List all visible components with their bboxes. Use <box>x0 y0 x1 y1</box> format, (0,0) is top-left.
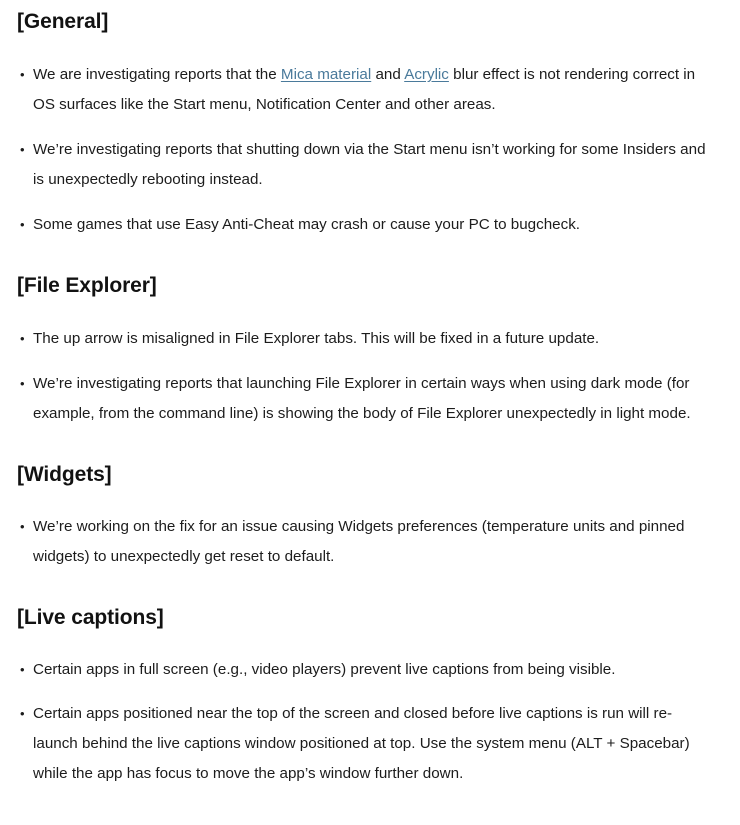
list-item <box>0 512 740 572</box>
list-item <box>0 60 740 120</box>
bullet-icon: • <box>20 519 25 534</box>
section-general <box>0 0 740 240</box>
link-mica-material[interactable]: Mica material <box>280 66 372 83</box>
list-item <box>0 210 740 240</box>
section-heading-general: [General] <box>17 10 109 33</box>
list-item-text-prefix: We are investigating reports that the <box>33 66 281 83</box>
bullet-icon: • <box>20 662 25 677</box>
bullet-icon: • <box>20 67 25 82</box>
section-file-explorer <box>0 272 740 429</box>
list-item-text: Certain apps positioned near the top of the screen and closed before live captions is run will re-launch behind the live captions window positioned at top. Use the system menu (ALT + Spacebar) while the app has focus to move the app’s window further down. <box>33 705 690 782</box>
list-item <box>0 135 740 195</box>
list-item <box>0 324 740 354</box>
section-heading-live-captions: [Live captions] <box>17 606 164 629</box>
list-item <box>0 699 740 789</box>
list-item <box>0 655 740 685</box>
bullet-icon: • <box>20 331 25 346</box>
section-heading-file-explorer: [File Explorer] <box>17 274 157 297</box>
link-acrylic[interactable]: Acrylic <box>404 66 449 83</box>
list-item-text: We’re investigating reports that shutting down via the Start menu isn’t working for some Insiders and is unexpectedly rebooting instead. <box>33 141 706 188</box>
bullet-list-widgets <box>0 512 740 572</box>
list-item-text-suffix: blur effect is not rendering correct in OS surfaces like the Start menu, Notification Center and other areas. <box>33 66 696 113</box>
bullet-list-live-captions <box>0 655 740 789</box>
list-item-text: We’re working on the fix for an issue causing Widgets preferences (temperature units and pinned widgets) to unexpectedly get reset to default. <box>33 518 685 565</box>
section-heading-widgets: [Widgets] <box>17 463 112 486</box>
section-live-captions <box>0 604 740 789</box>
list-item-text: Certain apps in full screen (e.g., video players) prevent live captions from being visible. <box>33 661 616 678</box>
bullet-icon: • <box>20 217 25 232</box>
list-item-text: Some games that use Easy Anti-Cheat may crash or cause your PC to bugcheck. <box>33 216 581 233</box>
bullet-icon: • <box>20 706 25 721</box>
list-item-text: We’re investigating reports that launching File Explorer in certain ways when using dark mode (for example, from the command line) is showing the body of File Explorer unexpectedly in light mode. <box>33 375 691 422</box>
list-item <box>0 369 740 429</box>
bullet-list-general <box>0 60 740 240</box>
bullet-list-file-explorer <box>0 324 740 429</box>
bullet-icon: • <box>20 376 25 391</box>
bullet-icon: • <box>20 142 25 157</box>
list-item-text: The up arrow is misaligned in File Explorer tabs. This will be fixed in a future update. <box>33 330 600 347</box>
list-item-text-middle: and <box>371 66 405 83</box>
section-widgets <box>0 461 740 572</box>
